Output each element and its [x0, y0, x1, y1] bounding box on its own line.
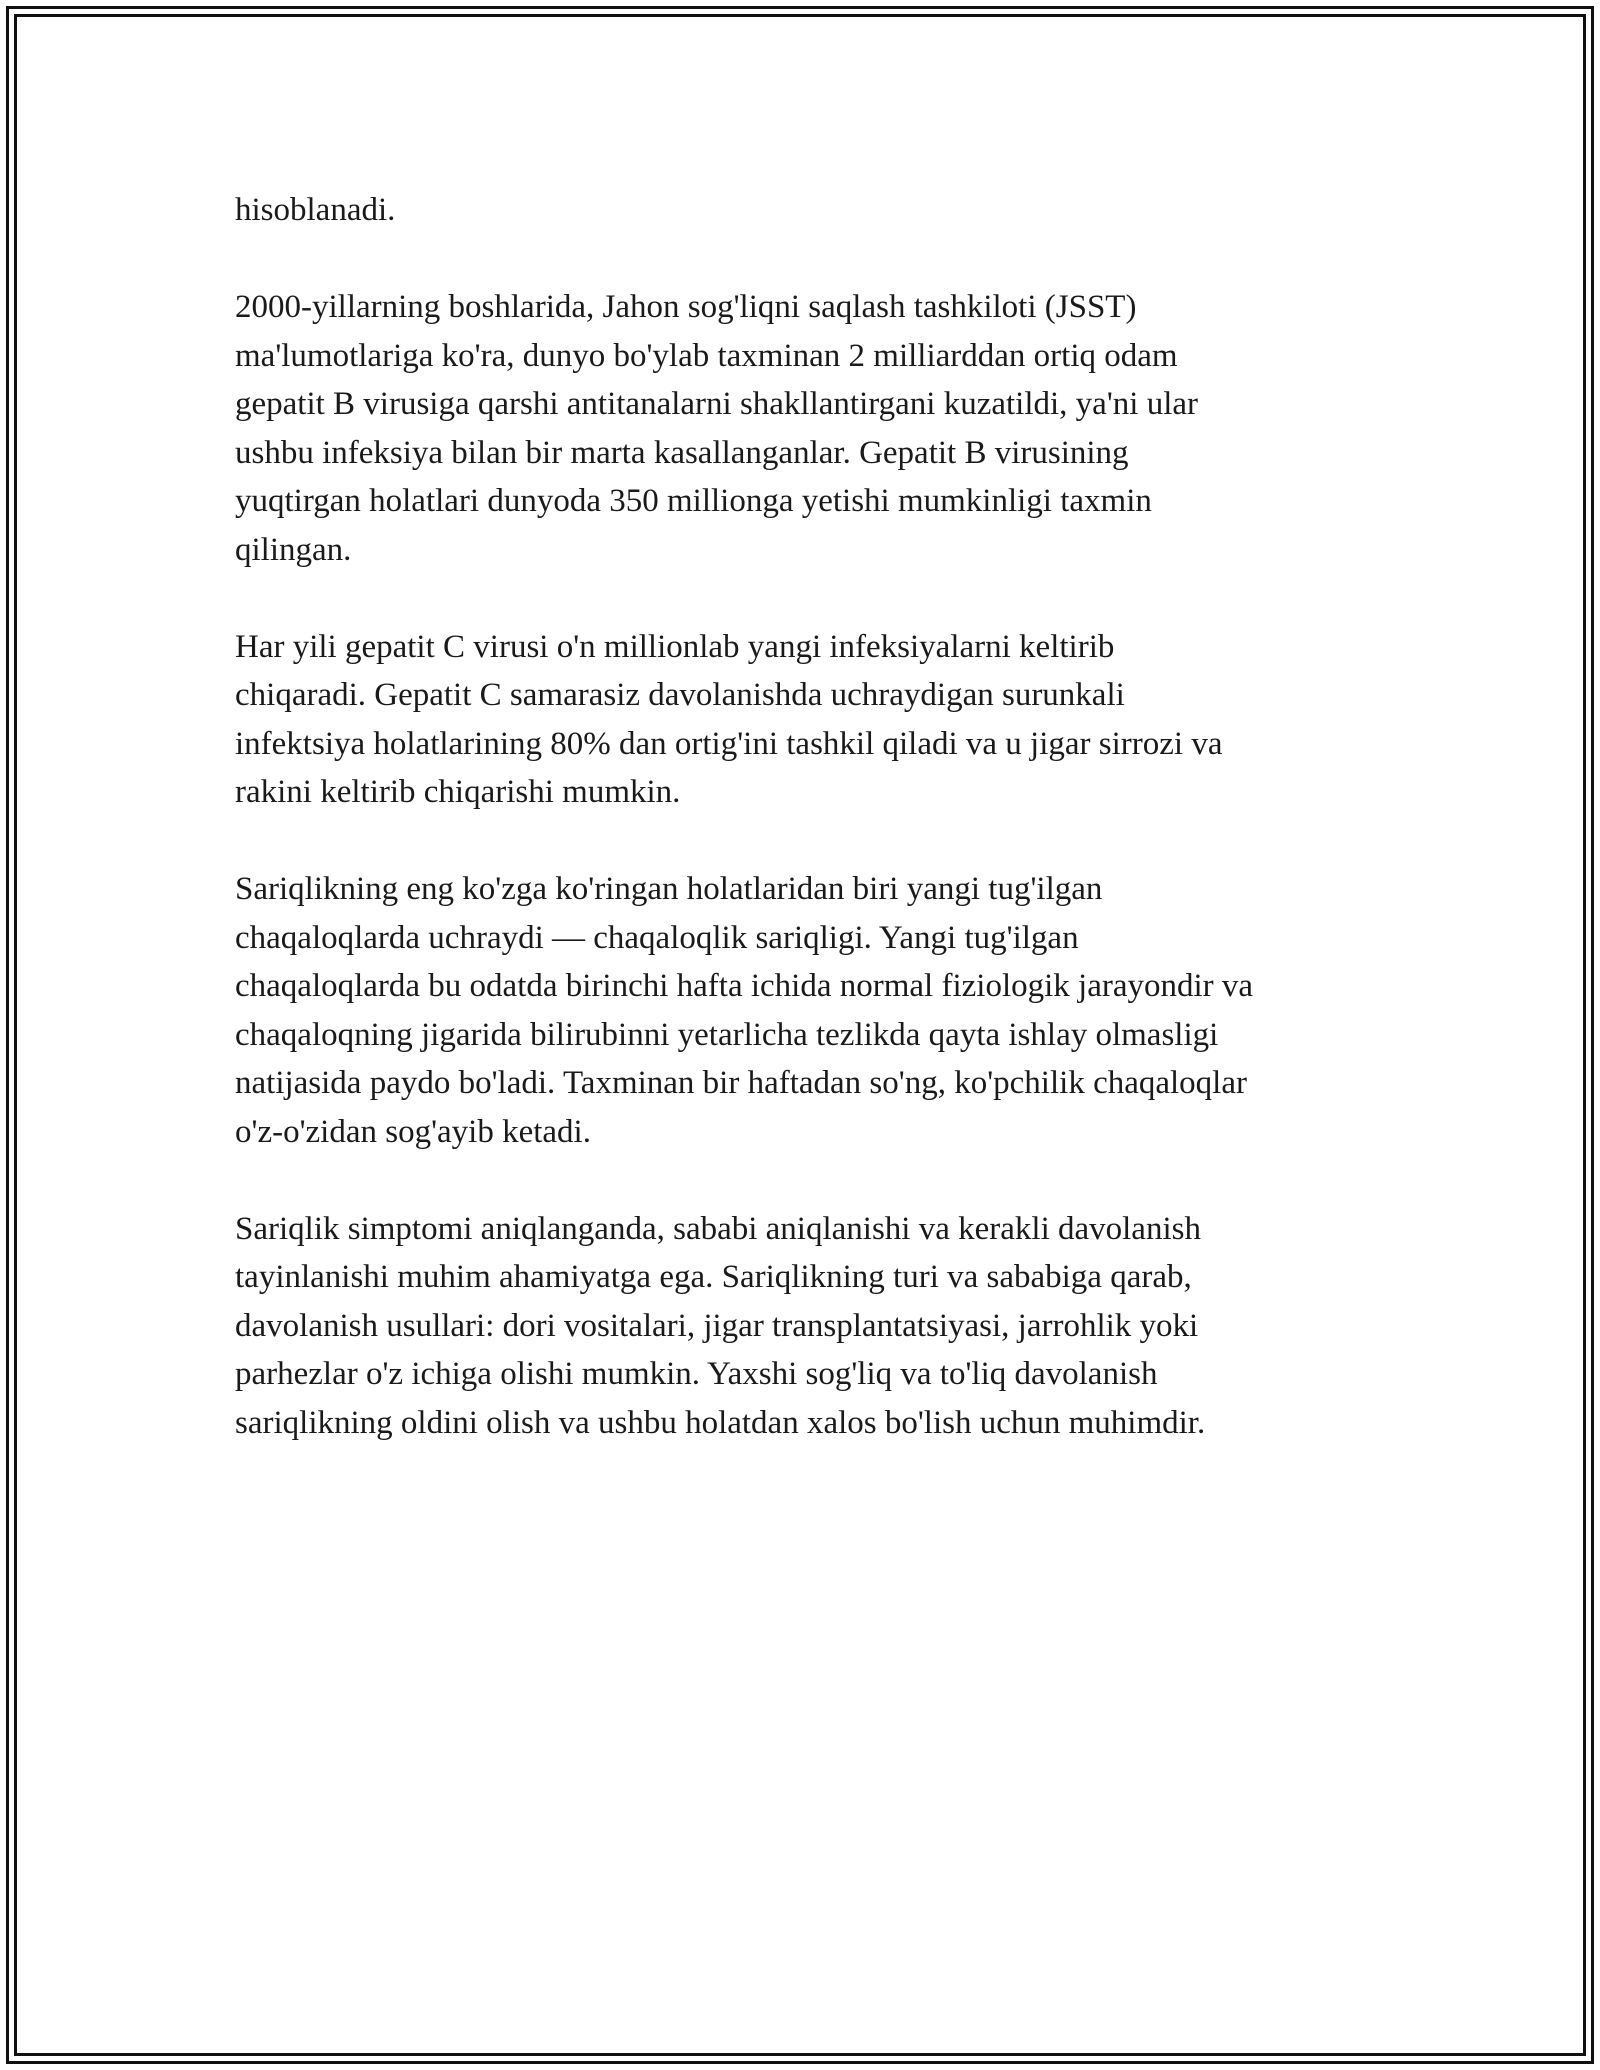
paragraph-hepatitis-b: 2000-yillarning boshlarida, Jahon sog'liqni saqlash tashkiloti (JSST) ma'lumotlariga ko'ra, dunyo bo'ylab taxminan 2 milliarddan ortiq odam gepatit B virusiga qarshi antitanalarni shakllantirgani kuzatildi, ya'ni ular ushbu infeksiya bilan bir marta kasallanganlar. Gepatit B virusining yuqtirgan holatlari dunyoda 350 millionga yetishi mumkinligi taxmin qilingan. [235, 289, 1198, 568]
document-body [235, 186, 1385, 1496]
paragraph-treatment: Sariqlik simptomi aniqlanganda, sababi aniqlanishi va kerakli davolanish tayinlanishi muhim ahamiyatga ega. Sariqlikning turi va sababiga qarab, davolanish usullari: dori vositalari, jigar transplantatsiyasi, jarrohlik yoki parhezlar o'z ichiga olishi mumkin. Yaxshi sog'liq va to'liq davolanish sariqlikning oldini olish va ushbu holatdan xalos bo'lish uchun muhimdir. [235, 1210, 1206, 1441]
paragraph-newborn-jaundice: Sariqlikning eng ko'zga ko'ringan holatlaridan biri yangi tug'ilgan chaqaloqlarda uchraydi — chaqaloqlik sariqligi. Yangi tug'ilgan chaqaloqlarda bu odatda birinchi hafta ichida normal fiziologik jarayondir va chaqaloqning jigarida bilirubinni yetarlicha tezlikda qayta ishlay olmasligi natijasida paydo bo'ladi. Taxminan bir haftadan so'ng, ko'pchilik chaqaloqlar o'z-o'zidan sog'ayib ketadi. [235, 871, 1254, 1150]
paragraph-hepatitis-c: Har yili gepatit C virusi o'n millionlab yangi infeksiyalarni keltirib chiqaradi. Gepatit C samarasiz davolanishda uchraydigan surunkali infektsiya holatlarining 80% dan ortig'ini tashkil qiladi va u jigar sirrozi va rakini keltirib chiqarishi mumkin. [235, 628, 1223, 810]
paragraph-continuation: hisoblanadi. [235, 192, 396, 228]
